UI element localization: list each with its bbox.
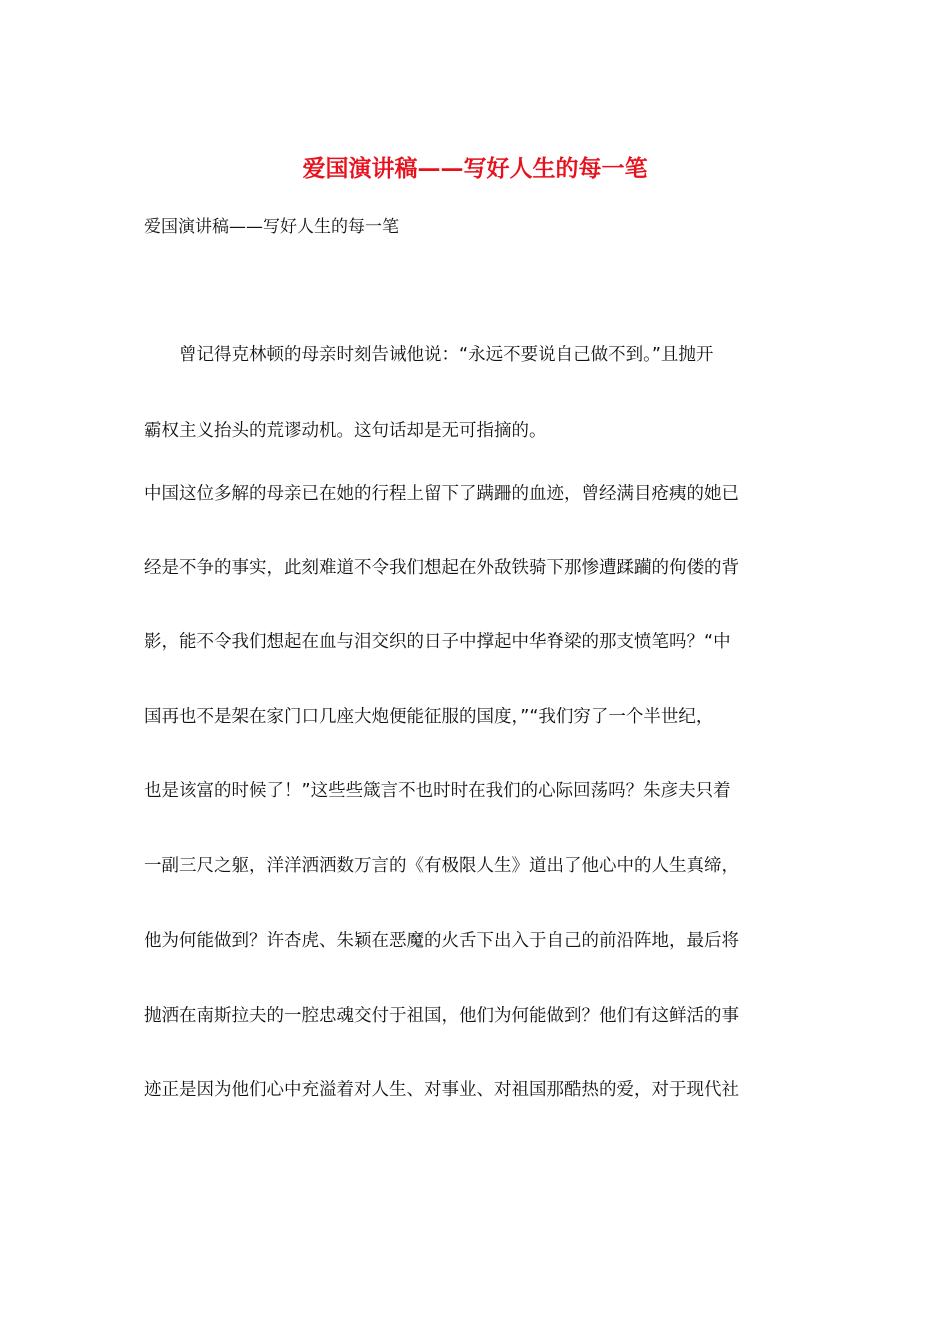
body-line: 抛洒在南斯拉夫的一腔忠魂交付于祖国，他们为何能做到？他们有这鲜活的事 [144, 1006, 739, 1026]
body-line: 国再也不是架在家门口几座大炮便能征服的国度，”“我们穷了一个半世纪， [144, 707, 714, 727]
body-line: 他为何能做到？许杏虎、朱颖在恶魔的火舌下出入于自己的前沿阵地，最后将 [144, 931, 739, 951]
body-line: 影，能不令我们想起在血与泪交织的日子中撑起中华脊梁的那支愤笔吗？“中 [144, 632, 731, 652]
document-title: 爱国演讲稿——写好人生的每一笔 [302, 155, 648, 182]
body-line: 经是不争的事实，此刻难道不令我们想起在外敌铁骑下那惨遭蹂躏的佝偻的背 [144, 558, 739, 578]
body-line: 中国这位多解的母亲已在她的行程上留下了蹒跚的血迹，曾经满目疮痍的她已 [144, 484, 739, 504]
document-subtitle: 爱国演讲稿——写好人生的每一笔 [144, 217, 399, 237]
body-line: 霸权主义抬头的荒谬动机。这句话却是无可指摘的。 [144, 421, 547, 441]
body-line: 也是该富的时候了！”这些些箴言不也时时在我们的心际回荡吗？朱彦夫只着 [144, 781, 731, 801]
body-line: 曾记得克林顿的母亲时刻告诫他说：“永远不要说自己做不到。”且抛开 [144, 345, 714, 365]
body-line: 一副三尺之躯，洋洋洒洒数万言的《有极限人生》道出了他心中的人生真缔， [144, 856, 739, 876]
body-line: 迹正是因为他们心中充溢着对人生、对事业、对祖国那酷热的爱，对于现代社 [144, 1080, 739, 1100]
